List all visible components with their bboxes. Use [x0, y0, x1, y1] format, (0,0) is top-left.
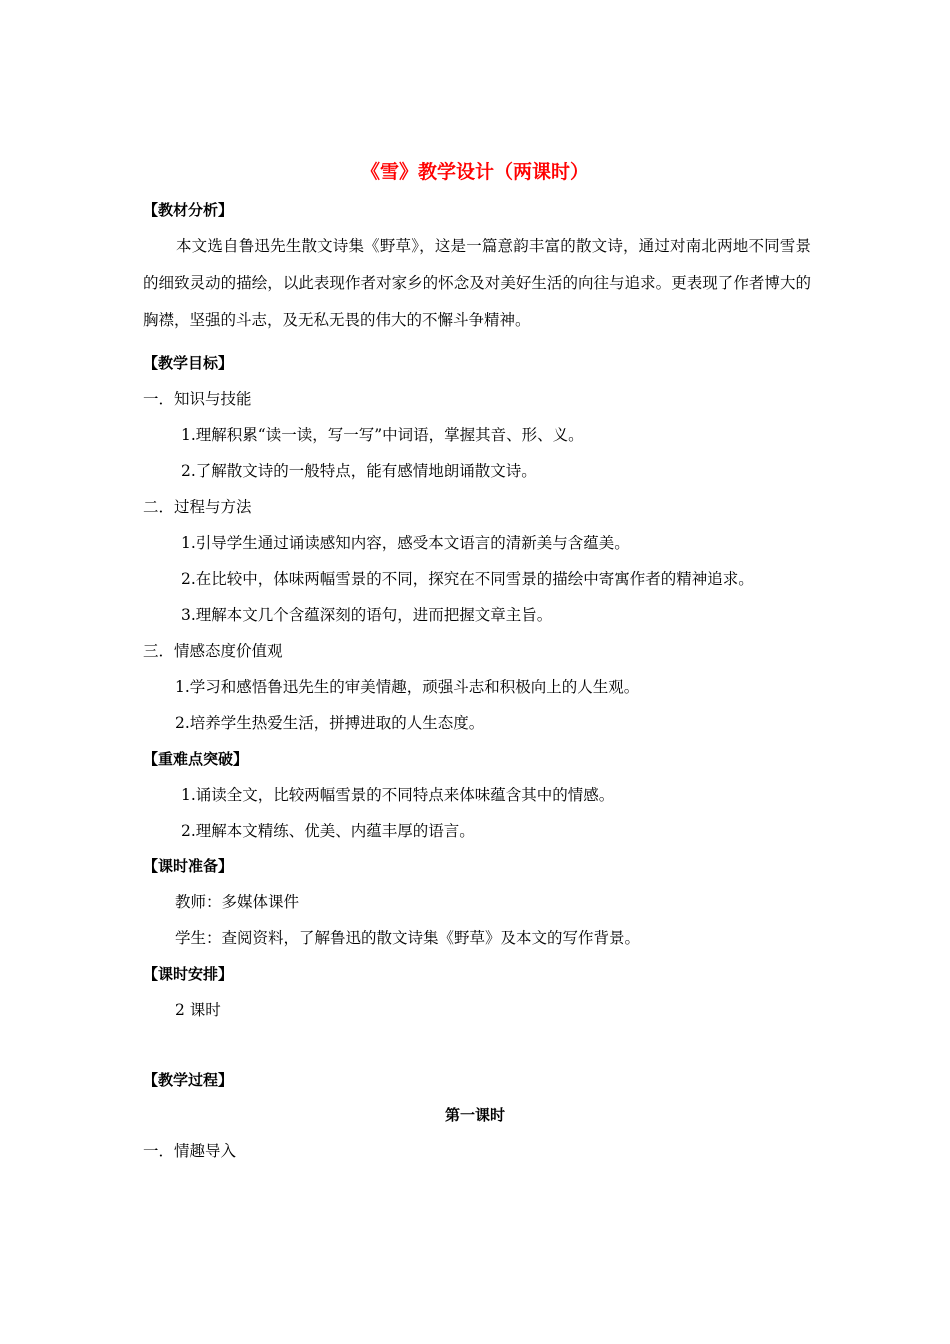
key-item-1: 1.诵读全文，比较两幅雪景的不同特点来体味蕴含其中的情感。	[181, 786, 615, 804]
heading-preparation: 【课时准备】	[143, 857, 234, 875]
lesson-title: 第一课时	[444, 1106, 505, 1124]
heading-analysis: 【教材分析】	[143, 201, 234, 219]
goal-1-title: 一．知识与技能	[143, 390, 252, 408]
goal-2-item-1: 1.引导学生通过诵读感知内容，感受本文语言的清新美与含蕴美。	[181, 534, 630, 552]
goal-2-item-2: 2.在比较中，体味两幅雪景的不同，探究在不同雪景的描绘中寄寓作者的精神追求。	[181, 570, 754, 588]
goal-3-item-1: 1.学习和感悟鲁迅先生的审美情趣，顽强斗志和积极向上的人生观。	[175, 678, 640, 696]
analysis-paragraph: 本文选自鲁迅先生散文诗集《野草》，这是一篇意韵丰富的散文诗，通过对南北两地不同雪景的细致灵动的描绘，以此表现作者对家乡的怀念及对美好生活的向往与追求。更表现了作者博大的胸襟，坚强的斗志，及无私无畏的伟大的不懈斗争精神。	[143, 237, 811, 329]
goal-1-item-1: 1.理解积累“读一读，写一写”中词语，掌握其音、形、义。	[181, 426, 584, 444]
heading-schedule: 【课时安排】	[143, 965, 234, 983]
goal-2-item-3: 3.理解本文几个含蕴深刻的语句，进而把握文章主旨。	[181, 606, 553, 624]
prep-teacher: 教师：多媒体课件	[175, 893, 300, 911]
document-title: 《雪》教学设计（两课时）	[360, 161, 589, 183]
process-step-1: 一．情趣导入	[143, 1142, 237, 1160]
heading-key-points: 【重难点突破】	[143, 750, 249, 768]
goal-2-title: 二．过程与方法	[143, 498, 252, 516]
prep-student: 学生：查阅资料，了解鲁迅的散文诗集《野草》及本文的写作背景。	[175, 929, 641, 947]
key-item-2: 2.理解本文精练、优美、内蕴丰厚的语言。	[181, 822, 475, 840]
goal-3-title: 三．情感态度价值观	[143, 642, 283, 660]
heading-goals: 【教学目标】	[143, 354, 234, 372]
schedule-value: 2 课时	[175, 1001, 221, 1019]
goal-3-item-2: 2.培养学生热爱生活，拼搏进取的人生态度。	[175, 714, 485, 732]
heading-process: 【教学过程】	[143, 1071, 234, 1089]
goal-1-item-2: 2.了解散文诗的一般特点，能有感情地朗诵散文诗。	[181, 462, 537, 480]
